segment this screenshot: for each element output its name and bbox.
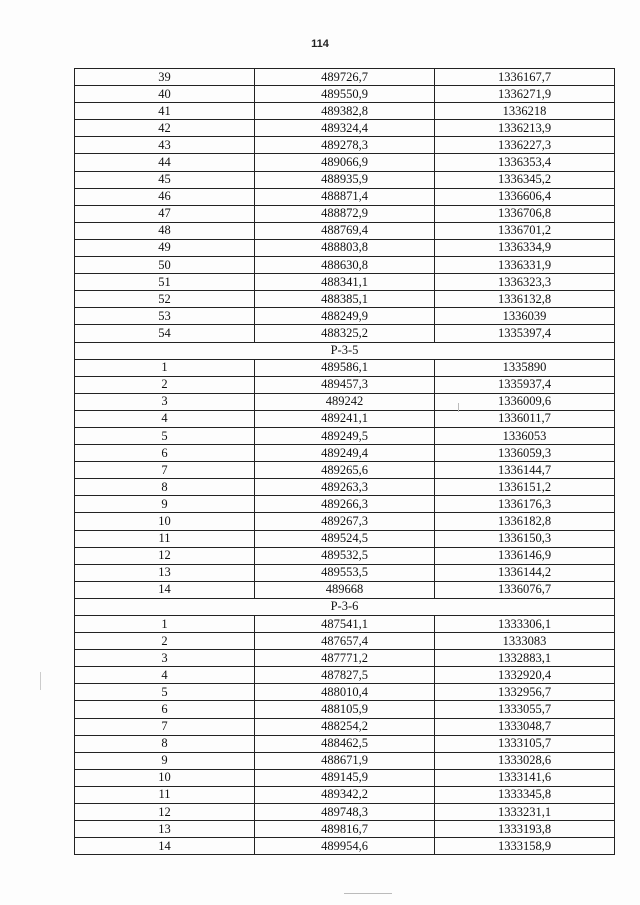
- x-coordinate-cell: 488341,1: [255, 274, 435, 291]
- point-number-cell: 3: [75, 650, 255, 667]
- x-coordinate-cell: 488010,4: [255, 684, 435, 701]
- y-coordinate-cell: 1336039: [435, 308, 615, 325]
- y-coordinate-cell: 1333055,7: [435, 701, 615, 718]
- table-row: [75, 547, 615, 564]
- x-coordinate-cell: 488462,5: [255, 735, 435, 752]
- point-number-cell: 43: [75, 137, 255, 154]
- y-coordinate-cell: 1333105,7: [435, 735, 615, 752]
- table-row: [75, 564, 615, 581]
- y-coordinate-cell: 1333193,8: [435, 821, 615, 838]
- y-coordinate-cell: 1336182,8: [435, 513, 615, 530]
- table-row: [75, 633, 615, 650]
- y-coordinate-cell: 1336706,8: [435, 205, 615, 222]
- y-coordinate-cell: 1333158,9: [435, 838, 615, 855]
- point-number-cell: 45: [75, 171, 255, 188]
- point-number-cell: 14: [75, 581, 255, 598]
- point-number-cell: 12: [75, 804, 255, 821]
- point-number-cell: 6: [75, 445, 255, 462]
- x-coordinate-cell: 489263,3: [255, 479, 435, 496]
- section-header-row: [75, 342, 615, 359]
- point-number-cell: 5: [75, 427, 255, 444]
- y-coordinate-cell: 1336353,4: [435, 154, 615, 171]
- point-number-cell: 3: [75, 393, 255, 410]
- y-coordinate-cell: 1336144,2: [435, 564, 615, 581]
- x-coordinate-cell: 489668: [255, 581, 435, 598]
- table-row: [75, 616, 615, 633]
- point-number-cell: 6: [75, 701, 255, 718]
- point-number-cell: 2: [75, 376, 255, 393]
- table-row: [75, 786, 615, 803]
- x-coordinate-cell: 489145,9: [255, 769, 435, 786]
- x-coordinate-cell: 489553,5: [255, 564, 435, 581]
- table-row: [75, 479, 615, 496]
- y-coordinate-cell: 1336176,3: [435, 496, 615, 513]
- point-number-cell: 41: [75, 103, 255, 120]
- y-coordinate-cell: 1333083: [435, 633, 615, 650]
- y-coordinate-cell: 1336331,9: [435, 257, 615, 274]
- table-row: [75, 735, 615, 752]
- point-number-cell: 13: [75, 564, 255, 581]
- page-number: 114: [311, 38, 329, 50]
- x-coordinate-cell: 488105,9: [255, 701, 435, 718]
- x-coordinate-cell: 488325,2: [255, 325, 435, 342]
- x-coordinate-cell: 488871,4: [255, 188, 435, 205]
- x-coordinate-cell: 489066,9: [255, 154, 435, 171]
- x-coordinate-cell: 489382,8: [255, 103, 435, 120]
- table-row: [75, 257, 615, 274]
- table-row: [75, 581, 615, 598]
- section-label: Р-3-5: [75, 342, 615, 359]
- y-coordinate-cell: 1336334,9: [435, 239, 615, 256]
- y-coordinate-cell: 1335397,4: [435, 325, 615, 342]
- point-number-cell: 13: [75, 821, 255, 838]
- x-coordinate-cell: 487827,5: [255, 667, 435, 684]
- point-number-cell: 5: [75, 684, 255, 701]
- table-row: [75, 86, 615, 103]
- x-coordinate-cell: 489324,4: [255, 120, 435, 137]
- x-coordinate-cell: 488249,9: [255, 308, 435, 325]
- x-coordinate-cell: 489241,1: [255, 410, 435, 427]
- y-coordinate-cell: 1333345,8: [435, 786, 615, 803]
- point-number-cell: 2: [75, 633, 255, 650]
- y-coordinate-cell: 1332920,4: [435, 667, 615, 684]
- table-row: [75, 684, 615, 701]
- point-number-cell: 52: [75, 291, 255, 308]
- table-row: [75, 154, 615, 171]
- point-number-cell: 8: [75, 479, 255, 496]
- y-coordinate-cell: 1336011,7: [435, 410, 615, 427]
- table-row: [75, 171, 615, 188]
- coordinates-table-body: [75, 69, 615, 855]
- point-number-cell: 1: [75, 616, 255, 633]
- point-number-cell: 4: [75, 667, 255, 684]
- y-coordinate-cell: 1332956,7: [435, 684, 615, 701]
- table-row: [75, 650, 615, 667]
- point-number-cell: 39: [75, 69, 255, 86]
- y-coordinate-cell: 1336271,9: [435, 86, 615, 103]
- point-number-cell: 14: [75, 838, 255, 855]
- y-coordinate-cell: 1336227,3: [435, 137, 615, 154]
- point-number-cell: 11: [75, 786, 255, 803]
- point-number-cell: 42: [75, 120, 255, 137]
- x-coordinate-cell: 489278,3: [255, 137, 435, 154]
- table-row: [75, 137, 615, 154]
- x-coordinate-cell: 489524,5: [255, 530, 435, 547]
- y-coordinate-cell: 1336009,6: [435, 393, 615, 410]
- x-coordinate-cell: 488935,9: [255, 171, 435, 188]
- table-row: [75, 393, 615, 410]
- point-number-cell: 54: [75, 325, 255, 342]
- x-coordinate-cell: 489265,6: [255, 462, 435, 479]
- y-coordinate-cell: 1335890: [435, 359, 615, 376]
- table-row: [75, 718, 615, 735]
- table-row: [75, 291, 615, 308]
- table-row: [75, 427, 615, 444]
- x-coordinate-cell: 487541,1: [255, 616, 435, 633]
- table-row: [75, 359, 615, 376]
- point-number-cell: 53: [75, 308, 255, 325]
- x-coordinate-cell: 488769,4: [255, 222, 435, 239]
- point-number-cell: 8: [75, 735, 255, 752]
- table-row: [75, 804, 615, 821]
- table-row: [75, 821, 615, 838]
- table-row: [75, 103, 615, 120]
- table-row: [75, 530, 615, 547]
- table-row: [75, 838, 615, 855]
- x-coordinate-cell: 489586,1: [255, 359, 435, 376]
- scan-artifact-mark: [40, 672, 41, 690]
- x-coordinate-cell: 488385,1: [255, 291, 435, 308]
- table-row: [75, 325, 615, 342]
- x-coordinate-cell: 489748,3: [255, 804, 435, 821]
- y-coordinate-cell: 1336345,2: [435, 171, 615, 188]
- point-number-cell: 49: [75, 239, 255, 256]
- y-coordinate-cell: 1332883,1: [435, 650, 615, 667]
- table-row: [75, 410, 615, 427]
- scan-artifact-mark: [344, 893, 392, 894]
- table-row: [75, 445, 615, 462]
- x-coordinate-cell: 489816,7: [255, 821, 435, 838]
- table-row: [75, 222, 615, 239]
- table-row: [75, 376, 615, 393]
- x-coordinate-cell: 487657,4: [255, 633, 435, 650]
- y-coordinate-cell: 1336132,8: [435, 291, 615, 308]
- y-coordinate-cell: 1336076,7: [435, 581, 615, 598]
- y-coordinate-cell: 1336150,3: [435, 530, 615, 547]
- table-row: [75, 701, 615, 718]
- y-coordinate-cell: 1336213,9: [435, 120, 615, 137]
- coordinates-table: [74, 68, 615, 855]
- y-coordinate-cell: 1336606,4: [435, 188, 615, 205]
- x-coordinate-cell: 489550,9: [255, 86, 435, 103]
- table-row: [75, 769, 615, 786]
- table-row: [75, 205, 615, 222]
- table-row: [75, 308, 615, 325]
- point-number-cell: 9: [75, 496, 255, 513]
- y-coordinate-cell: 1336167,7: [435, 69, 615, 86]
- section-header-row: [75, 598, 615, 615]
- point-number-cell: 48: [75, 222, 255, 239]
- point-number-cell: 7: [75, 718, 255, 735]
- y-coordinate-cell: 1336701,2: [435, 222, 615, 239]
- scan-artifact-mark: [458, 403, 459, 412]
- x-coordinate-cell: 488630,8: [255, 257, 435, 274]
- y-coordinate-cell: 1333141,6: [435, 769, 615, 786]
- table-row: [75, 120, 615, 137]
- x-coordinate-cell: 489457,3: [255, 376, 435, 393]
- y-coordinate-cell: 1336059,3: [435, 445, 615, 462]
- y-coordinate-cell: 1335937,4: [435, 376, 615, 393]
- section-label: Р-3-6: [75, 598, 615, 615]
- table-row: [75, 239, 615, 256]
- point-number-cell: 1: [75, 359, 255, 376]
- x-coordinate-cell: 489342,2: [255, 786, 435, 803]
- table-row: [75, 188, 615, 205]
- point-number-cell: 10: [75, 769, 255, 786]
- point-number-cell: 4: [75, 410, 255, 427]
- point-number-cell: 47: [75, 205, 255, 222]
- point-number-cell: 9: [75, 752, 255, 769]
- point-number-cell: 40: [75, 86, 255, 103]
- y-coordinate-cell: 1336151,2: [435, 479, 615, 496]
- x-coordinate-cell: 489249,4: [255, 445, 435, 462]
- table-row: [75, 667, 615, 684]
- point-number-cell: 7: [75, 462, 255, 479]
- y-coordinate-cell: 1336053: [435, 427, 615, 444]
- table-row: [75, 274, 615, 291]
- y-coordinate-cell: 1333306,1: [435, 616, 615, 633]
- point-number-cell: 11: [75, 530, 255, 547]
- point-number-cell: 12: [75, 547, 255, 564]
- y-coordinate-cell: 1336323,3: [435, 274, 615, 291]
- point-number-cell: 10: [75, 513, 255, 530]
- x-coordinate-cell: 489726,7: [255, 69, 435, 86]
- x-coordinate-cell: 488254,2: [255, 718, 435, 735]
- point-number-cell: 51: [75, 274, 255, 291]
- table-row: [75, 496, 615, 513]
- x-coordinate-cell: 488671,9: [255, 752, 435, 769]
- y-coordinate-cell: 1333028,6: [435, 752, 615, 769]
- point-number-cell: 50: [75, 257, 255, 274]
- table-row: [75, 462, 615, 479]
- table-row: [75, 752, 615, 769]
- point-number-cell: 44: [75, 154, 255, 171]
- x-coordinate-cell: 489267,3: [255, 513, 435, 530]
- table-row: [75, 69, 615, 86]
- x-coordinate-cell: 488803,8: [255, 239, 435, 256]
- y-coordinate-cell: 1336144,7: [435, 462, 615, 479]
- x-coordinate-cell: 489249,5: [255, 427, 435, 444]
- x-coordinate-cell: 489242: [255, 393, 435, 410]
- y-coordinate-cell: 1333231,1: [435, 804, 615, 821]
- y-coordinate-cell: 1336218: [435, 103, 615, 120]
- x-coordinate-cell: 489266,3: [255, 496, 435, 513]
- y-coordinate-cell: 1336146,9: [435, 547, 615, 564]
- x-coordinate-cell: 487771,2: [255, 650, 435, 667]
- table-row: [75, 513, 615, 530]
- point-number-cell: 46: [75, 188, 255, 205]
- x-coordinate-cell: 489532,5: [255, 547, 435, 564]
- y-coordinate-cell: 1333048,7: [435, 718, 615, 735]
- x-coordinate-cell: 489954,6: [255, 838, 435, 855]
- x-coordinate-cell: 488872,9: [255, 205, 435, 222]
